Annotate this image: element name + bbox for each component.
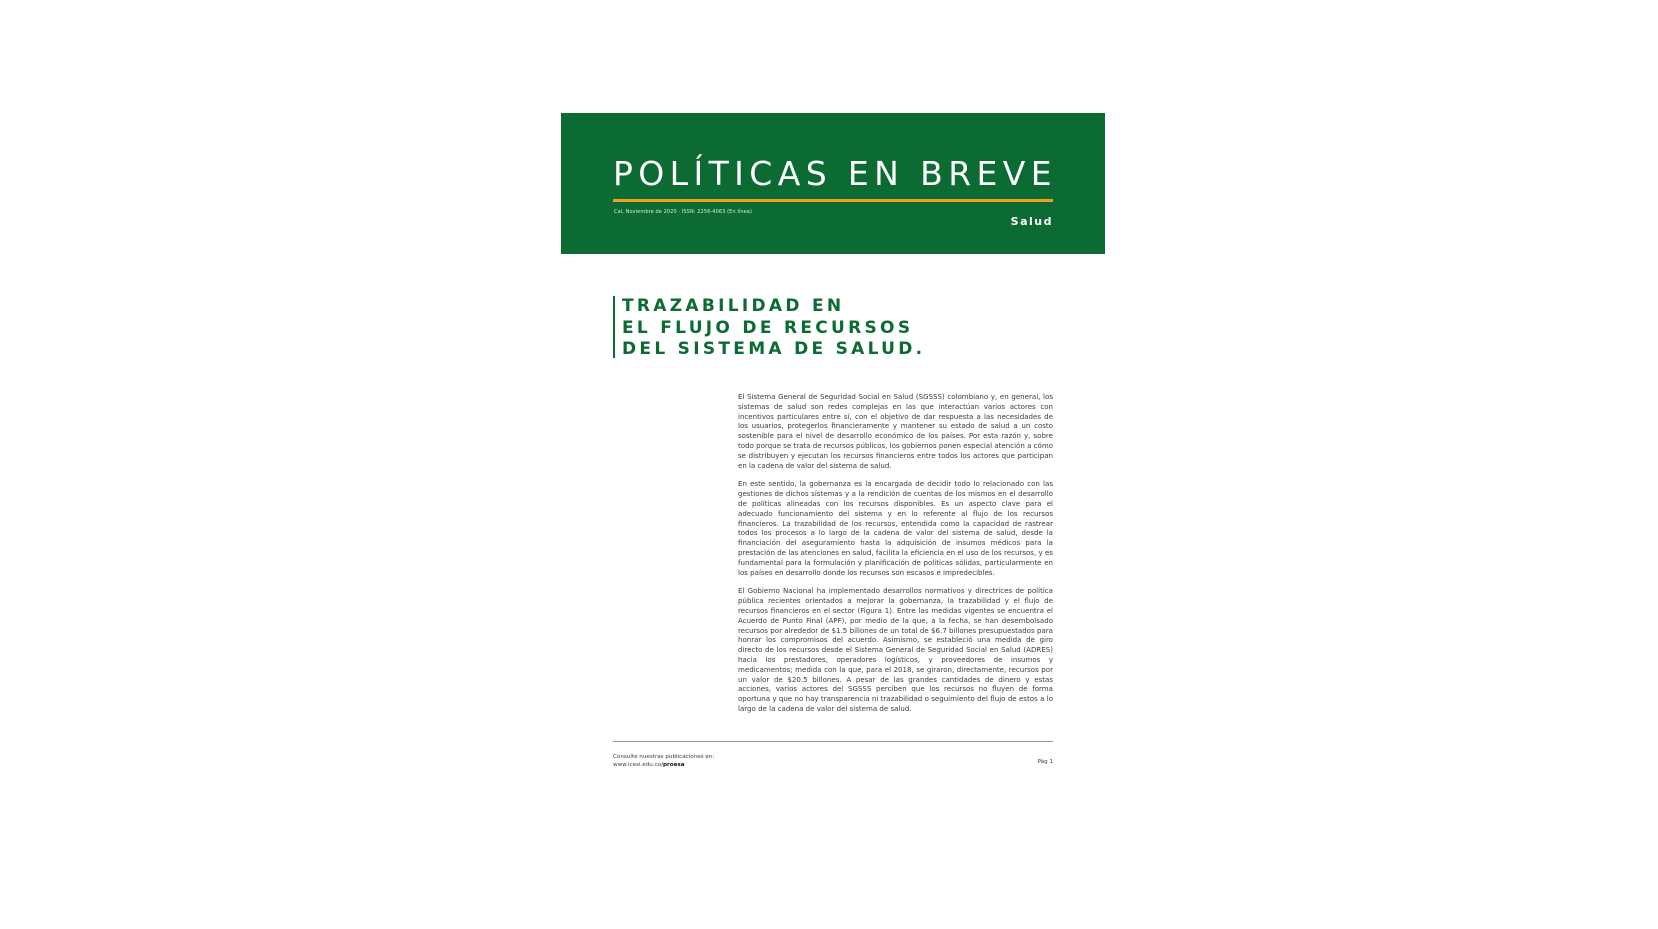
footer-url-bold: proesa [663, 762, 685, 768]
article-title [613, 296, 1042, 358]
publication-title: POLÍTICAS EN BREVE [613, 154, 1058, 193]
footer-url-prefix: www.icesi.edu.co/ [613, 762, 664, 768]
body-paragraph: En este sentido, la gobernanza es la encargada de decidir todo lo relacionado con las gestiones de dichos sistemas y a la rendición de cuentas de los mismos en el desarrollo de políticas alineadas con los recursos disponibles. Es un aspecto clave para el adecuado funcionamiento del sistema y en lo referente al flujo de los recursos financieros. La trazabilidad de los recursos, entendida como la capacidad de rastrear todos los procesos a lo largo de la cadena de valor del sistema de salud, desde la financiación del aseguramiento hasta la adquisición de insumos médicos para la prestación de las atenciones en salud, facilita la eficiencia en el uso de los recursos, y es fundamental para la formulación y planificación de políticas sólidas, particularmente en los países en desarrollo donde los recursos son escasos e impredecibles. [738, 479, 1053, 577]
footer-publications-note [613, 753, 714, 769]
footer-url[interactable] [613, 761, 714, 769]
section-label: Salud [1010, 215, 1053, 228]
publication-header [561, 113, 1105, 254]
issue-metadata: Cal, Noviembre de 2020 · ISSN: 2256-4063 (En línea) [614, 209, 753, 215]
page-number: Pág 1 [1037, 759, 1053, 765]
article-title-line: DEL SISTEMA DE SALUD. [622, 339, 926, 359]
body-paragraph: El Gobierno Nacional ha implementado desarrollos normativos y directrices de política pública recientes orientados a mejorar la gobernanza, la trazabilidad y el flujo de recursos financieros en el sector (Figura 1). Entre las medidas vigentes se encuentra el Acuerdo de Punto Final (APF), por medio de la que, a la fecha, se han desembolsado recursos por alrededor de $1.5 billones de un total de $6.7 billones presupuestados para honrar los compromisos del acuerdo. Asimismo, se estableció una medida de giro directo de los recursos desde el Sistema General de Seguridad Social en Salud (ADRES) hacia los prestadores, operadores logísticos, y proveedores de insumos y medicamentos; medida con la que, para el 2018, se giraron, directamente, recursos por un valor de $20.5 billones. A pesar de las grandes cantidades de dinero y estas acciones, varios actores del SGSSS perciben que los recursos no fluyen de forma oportuna y que no hay transparencia ni trazabilidad o seguimiento del flujo de estos a lo largo de la cadena de valor del sistema de salud. [738, 586, 1053, 713]
footer-divider [613, 741, 1053, 742]
footer-consult-label: Consulte nuestras publicaciones en: [613, 754, 715, 760]
article-title-line: EL FLUJO DE RECURSOS [622, 317, 914, 338]
article-body [738, 392, 1053, 723]
article-title-line: TRAZABILIDAD EN [622, 296, 845, 316]
body-paragraph: El Sistema General de Seguridad Social en Salud (SGSSS) colombiano y, en general, los sistemas de salud son redes complejas en las que interactúan varios actores con incentivos particulares entre sí, con el objetivo de dar respuesta a las necesidades de los usuarios, protegerlos financieramente y mantener su estado de salud a un costo sostenible para el nivel de desarrollo económico de los países. Por esta razón y, sobre todo porque se trata de recursos públicos, los gobiernos ponen especial atención a cómo se distribuyen y ejecutan los recursos financieros entre todos los actores que participan en la cadena de valor del sistema de salud. [738, 392, 1053, 470]
header-orange-rule [613, 199, 1053, 202]
